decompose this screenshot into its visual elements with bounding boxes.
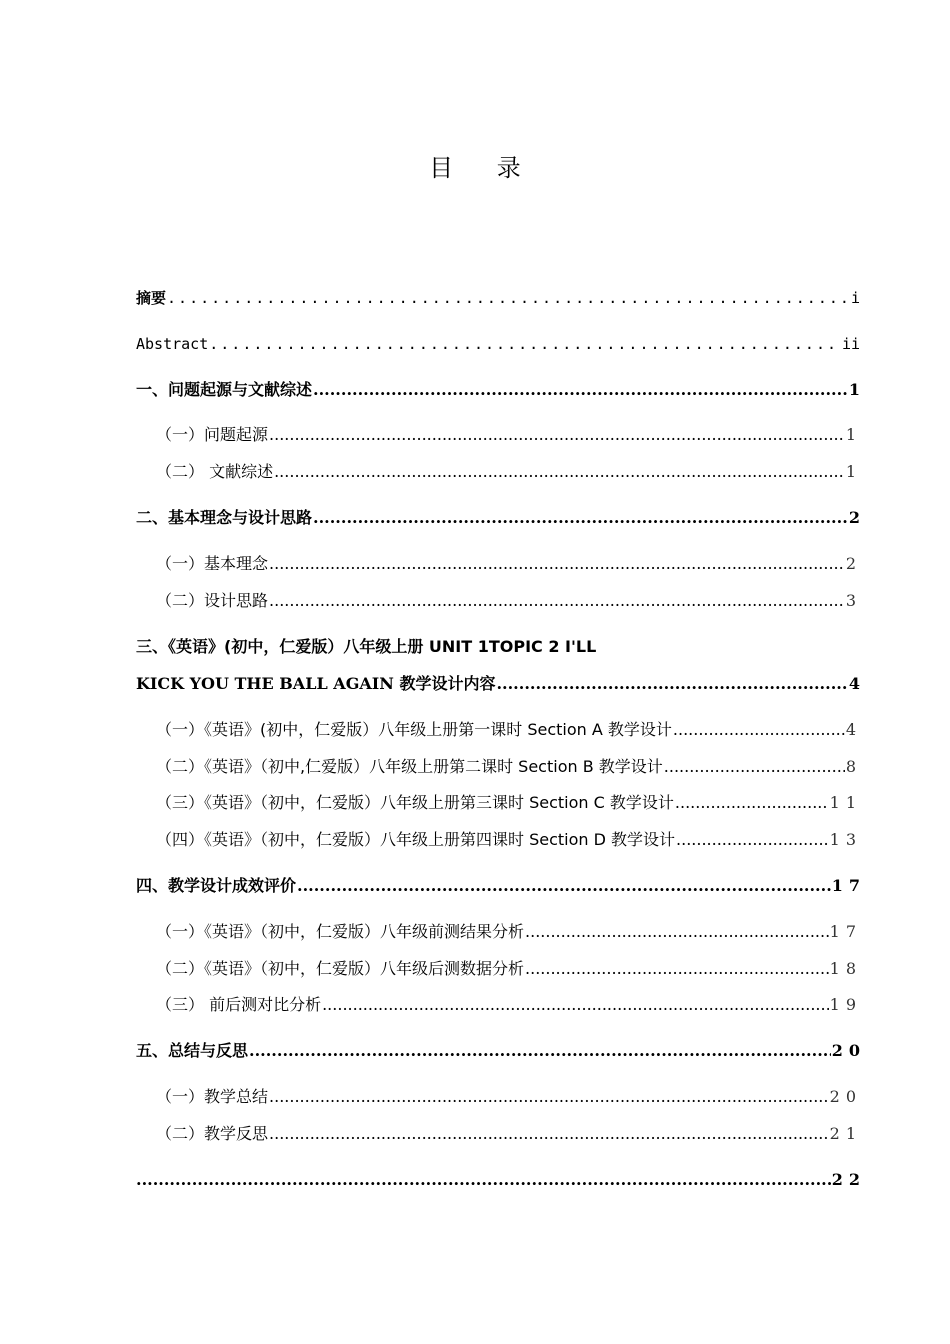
toc-page-number: 20 [829, 1087, 862, 1106]
leader-dots [209, 333, 841, 355]
toc-label: （二）《英语》（初中,仁爱版）八年级上册第二课时 Section B 教学设计 [156, 757, 663, 776]
toc-label: （二）教学反思 [156, 1124, 269, 1143]
toc-page-number: 8 [845, 757, 862, 776]
toc-page-number: 2 [845, 554, 862, 573]
toc-entry-abstract-cn[interactable] [136, 287, 866, 309]
toc-page-number: 13 [829, 830, 862, 849]
leader-dots [297, 875, 831, 897]
toc-entry-1-1[interactable] [156, 424, 862, 446]
toc-entry-2-2[interactable] [156, 590, 862, 612]
toc-page-number: 4 [848, 674, 866, 693]
toc-entry-chapter-1[interactable] [136, 379, 866, 401]
toc-label: （一）《英语》(初中，仁爱版）八年级上册第一课时 Section A 教学设计 [156, 720, 672, 739]
toc-label: （三）《英语》（初中，仁爱版）八年级上册第三课时 Section C 教学设计 [156, 793, 674, 812]
toc-entry-5-2[interactable] [156, 1123, 862, 1145]
toc-label: （一）问题起源 [156, 425, 269, 444]
toc-label: 摘要 [136, 289, 167, 307]
toc-entry-5-1[interactable] [156, 1086, 862, 1108]
toc-entry-1-2[interactable] [156, 461, 862, 483]
toc-page-number: 17 [829, 922, 862, 941]
toc-page-number: 17 [831, 876, 866, 895]
toc-page-number: 3 [845, 591, 862, 610]
leader-dots [274, 461, 845, 483]
leader-dots [525, 921, 829, 943]
toc-label: （三） 前后测对比分析 [156, 995, 322, 1014]
leader-dots [269, 1086, 829, 1108]
toc-page-number: 22 [831, 1170, 866, 1189]
toc-page-number: 2 [848, 508, 866, 527]
toc-label: （一）教学总结 [156, 1087, 269, 1106]
toc-entry-4-3[interactable] [156, 994, 862, 1016]
toc-entry-3-1[interactable] [156, 719, 862, 741]
leader-dots [136, 1169, 831, 1191]
toc-page-number: i [850, 289, 866, 307]
toc-page-number: 11 [829, 793, 862, 812]
toc-label: 二、基本理念与设计思路 [136, 508, 313, 527]
toc-page-number: 20 [831, 1041, 866, 1060]
leader-dots [249, 1040, 831, 1062]
toc-label: 一、问题起源与文献综述 [136, 380, 313, 399]
toc-page-number: 1 [848, 380, 866, 399]
leader-dots [676, 829, 829, 851]
toc-entry-3-4[interactable] [156, 829, 862, 851]
toc-label: （四）《英语》（初中，仁爱版）八年级上册第四课时 Section D 教学设计 [156, 830, 676, 849]
leader-dots [322, 994, 829, 1016]
toc-page-number: 1 [845, 425, 862, 444]
toc-entry-2-1[interactable] [156, 553, 862, 575]
toc-entry-4-1[interactable] [156, 921, 862, 943]
leader-dots [313, 379, 848, 401]
toc-entry-chapter-4[interactable] [136, 875, 866, 897]
toc-label: （二）设计思路 [156, 591, 269, 610]
leader-dots [525, 958, 829, 980]
leader-dots [496, 673, 847, 695]
leader-dots [167, 287, 850, 309]
toc-label: （二）《英语》（初中，仁爱版）八年级后测数据分析 [156, 959, 525, 978]
toc-label: （一）《英语》（初中，仁爱版）八年级前测结果分析 [156, 922, 525, 941]
toc-label: （一）基本理念 [156, 554, 269, 573]
toc-entry-3-2[interactable] [156, 756, 862, 778]
toc-page-number: 1 [845, 462, 862, 481]
toc-entry-abstract-en[interactable] [136, 333, 860, 355]
toc-page-number: ii [841, 335, 860, 353]
toc-entry-chapter-5[interactable] [136, 1040, 866, 1062]
toc-entry-chapter-3[interactable] [136, 673, 866, 695]
toc-chapter-3-title-line[interactable]: 三、《英语》(初中，仁爱版）八年级上册 UNIT 1TOPIC 2 I'LL [136, 637, 597, 656]
toc-page-number: 18 [829, 959, 862, 978]
toc-label: 五、总结与反思 [136, 1041, 249, 1060]
page-title: 目 录 [429, 154, 539, 182]
toc-label: KICK YOU THE BALL AGAIN 教学设计内容 [136, 674, 496, 693]
toc-entry-4-2[interactable] [156, 958, 862, 980]
toc-entry-references[interactable] [136, 1169, 866, 1191]
leader-dots [675, 792, 829, 814]
toc-page-number: 21 [829, 1124, 862, 1143]
toc-page-number: 19 [829, 995, 862, 1014]
toc-page-number: 4 [845, 720, 862, 739]
leader-dots [269, 1123, 829, 1145]
leader-dots [673, 719, 845, 741]
leader-dots [269, 553, 845, 575]
leader-dots [269, 424, 845, 446]
toc-entry-3-3[interactable] [156, 792, 862, 814]
toc-entry-chapter-2[interactable] [136, 507, 866, 529]
leader-dots [269, 590, 845, 612]
leader-dots [313, 507, 848, 529]
leader-dots [664, 756, 845, 778]
toc-label: （二） 文献综述 [156, 462, 274, 481]
toc-label: Abstract [136, 335, 209, 353]
toc-label: 四、教学设计成效评价 [136, 876, 297, 895]
